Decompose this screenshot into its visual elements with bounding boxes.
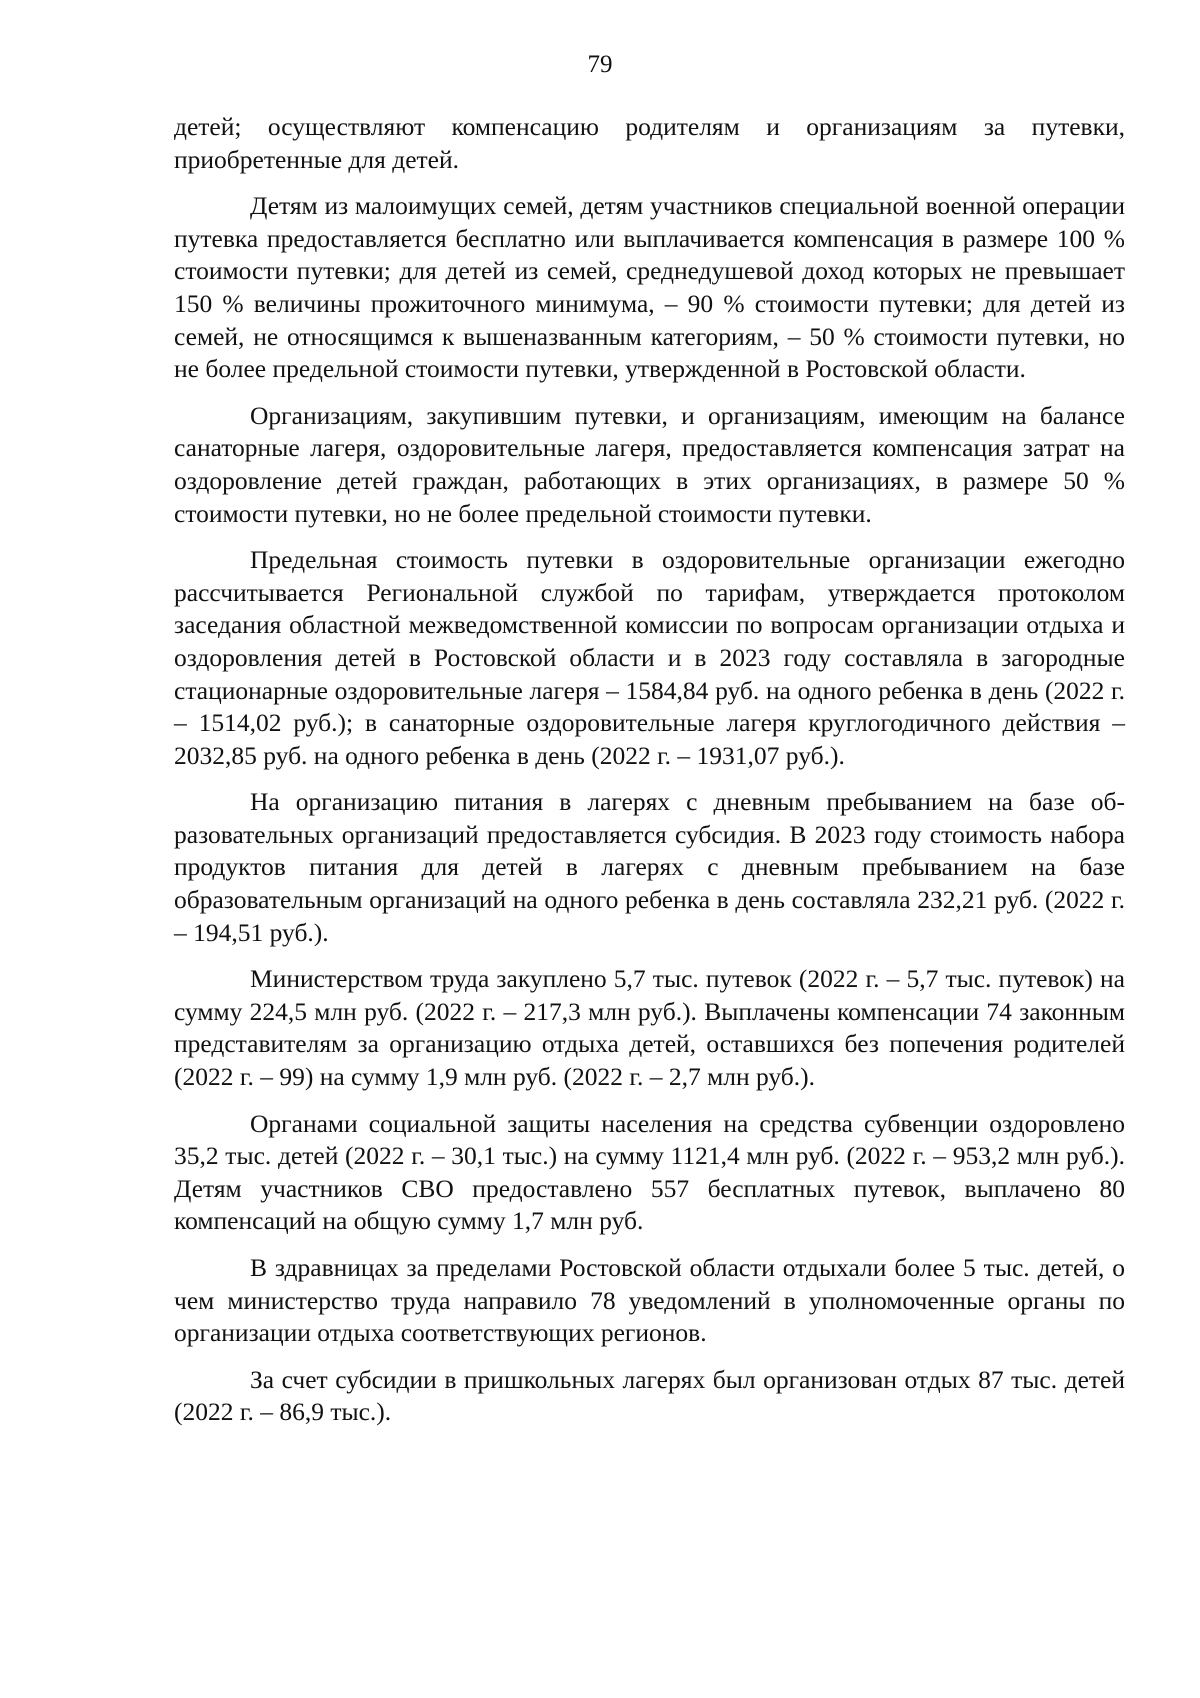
- paragraph-organization-compensation: Организациям, закупившим путевки, и организациям, имеющим на балансе санаторные лагеря, оздоровительные лагеря, предоставляется компенсация затрат на оздоровление детей граждан, работающих в этих организациях, в размере 50 % стоимости путевки, но не более предельной стоимости путевки.: [174, 400, 1125, 528]
- page-number: 79: [587, 51, 613, 78]
- paragraph-resorts-outside-region: В здравницах за пределами Ростовской области отдыхали более 5 тыс. детей, о чем министерство труда направило 78 уведомлений в уполномоченные органы по организации отдыха соответствующих регионов.: [174, 1253, 1125, 1348]
- paragraph-voucher-price-limit: Предельная стоимость путевки в оздоровительные организации ежегодно рассчитывается Региональной службой по тарифам, утверждается протоколом заседания областной межведомственной комиссии по вопросам организации отдыха и оздоровления детей в Ростовской области и в 2023 году составляла в загородные стационарные оздоровительные лагеря – 1584,84 руб. на одного ребенка в день (2022 г. – 1514,02 руб.); в санаторные оздоровительные лагеря круглогодичного действия – 2032,85 руб. на одного ребенка в день (2022 г. – 1931,07 руб.).: [174, 545, 1125, 770]
- paragraph-voucher-benefits: Детям из малоимущих семей, детям участников специальной военной операции путевка предоставляется бесплатно или выплачивается компенсация в размере 100 % стоимости путевки; для детей из семей, среднедушевой доход которых не превышает 150 % величины прожиточного минимума, – 90 % стоимости путевки; для детей из семей, не относящимся к вышеназванным категориям, – 50 % стоимости путевки, но не более предельной стоимости путевки, утвержденной в Ростовской области.: [174, 191, 1125, 384]
- paragraph-school-camps: За счет субсидии в пришкольных лагерях был организован отдых 87 тыс. детей (2022 г. – 86,9 тыс.).: [174, 1364, 1125, 1427]
- paragraph-day-camp-meals: На организацию питания в лагерях с дневным пребыванием на базе образовательных организаций предоставляется субсидия. В 2023 году стоимость набора продуктов питания для детей в лагерях с дневным пребыванием на базе образовательным организаций на одного ребенка в день составляла 232,21 руб. (2022 г. – 194,51 руб.).: [174, 787, 1125, 947]
- paragraph-social-protection: Органами социальной защиты населения на средства субвенции оздоровлено 35,2 тыс. детей (2022 г. – 30,1 тыс.) на сумму 1121,4 млн руб. (2022 г. – 953,2 млн руб.). Детям участников СВО предоставлено 557 бесплатных путевок, выплачено 80 компенсаций на общую сумму 1,7 млн руб.: [174, 1108, 1125, 1236]
- body-text: [174, 111, 1125, 1443]
- paragraph-continuation: детей; осуществляют компенсацию родителям и организациям за путевки, приобретенные для детей.: [174, 112, 1125, 174]
- paragraph-ministry-purchases: Министерством труда закуплено 5,7 тыс. путевок (2022 г. – 5,7 тыс. путевок) на сумму 224,5 млн руб. (2022 г. – 217,3 млн руб.). Выплачены компенсации 74 законным представителям за организацию отдыха детей, оставшихся без попечения родителей (2022 г. – 99) на сумму 1,9 млн руб. (2022 г. – 2,7 млн руб.).: [174, 964, 1125, 1092]
